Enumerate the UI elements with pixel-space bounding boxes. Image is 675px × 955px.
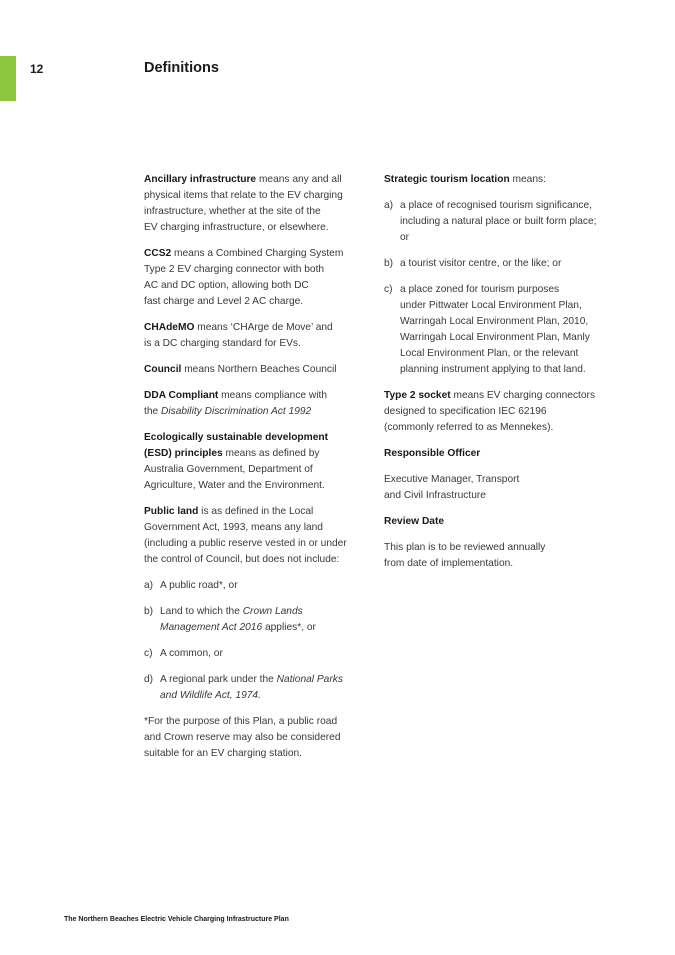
list-item: b) Land to which the Crown Lands Management Act 2016 applies*, or [144,606,316,633]
definition-council: Council means Northern Beaches Council [144,364,337,375]
term: DDA Compliant [144,390,219,401]
definition-chademo: CHAdeMO means ‘CHArge de Move’ and is a DC charging standard for EVs. [144,322,333,349]
responsible-officer-text: Executive Manager, Transport and Civil Infrastructure [384,474,520,501]
term: Ecologically sustainable development [144,432,328,443]
definition-ccs2: CCS2 means a Combined Charging System Type 2 EV charging connector with both AC and DC option, allowing both DC fast charge and Level 2 AC charge. [144,248,344,307]
right-column [384,172,620,582]
term: Strategic tourism location [384,174,510,185]
term: Council [144,364,182,375]
responsible-officer-heading: Responsible Officer [384,448,481,459]
definition-ancillary-infrastructure: Ancillary infrastructure means any and all physical items that relate to the EV charging infrastructure, whether at the site of the EV charging infrastructure, or elsewhere. [144,174,343,233]
left-column [144,172,372,772]
review-date-heading: Review Date [384,516,445,527]
page-number: 12 [30,62,44,76]
footnote-public-road: *For the purpose of this Plan, a public road and Crown reserve may also be considered suitable for an EV charging station. [144,716,341,759]
list-item: a) a place of recognised tourism significance, including a natural place or built form place; or [384,200,597,243]
term: CHAdeMO [144,322,195,333]
definition-esd-principles: Ecologically sustainable development (ESD) principles means as defined by Australia Government, Department of Agriculture, Water and the Environment. [144,432,328,491]
list-item: d) A regional park under the National Parks and Wildlife Act, 1974. [144,674,343,701]
term: Public land [144,506,199,517]
review-date-text: This plan is to be reviewed annually from date of implementation. [384,542,546,569]
term: Ancillary infrastructure [144,174,257,185]
term: CCS2 [144,248,172,259]
definition-type-2-socket: Type 2 socket means EV charging connectors designed to specification IEC 62196 (commonly referred to as Mennekes). [384,390,596,433]
page-title: Definitions [144,60,219,76]
definition-public-land: Public land is as defined in the Local Government Act, 1993, means any land (including a public reserve vested in or under the control of Council, but does not include: [144,506,347,565]
document-footer: The Northern Beaches Electric Vehicle Charging Infrastructure Plan [64,916,289,923]
accent-bar [0,56,16,101]
definition-strategic-tourism-location: Strategic tourism location means: [384,174,546,185]
list-item: c) a place zoned for tourism purposes under Pittwater Local Environment Plan, Warringah Local Environment Plan, 2010, Warringah Local Environment Plan, Manly Local Environment Plan, or the relevant planning instrument applying to that land. [384,284,590,375]
term: Type 2 socket [384,390,451,401]
list-item: c) A common, or [144,648,223,659]
definition-dda-compliant: DDA Compliant means compliance with the Disability Discrimination Act 1992 [144,390,328,417]
list-item: a) A public road*, or [144,580,238,591]
list-item: b) a tourist visitor centre, or the like; or [384,258,562,269]
